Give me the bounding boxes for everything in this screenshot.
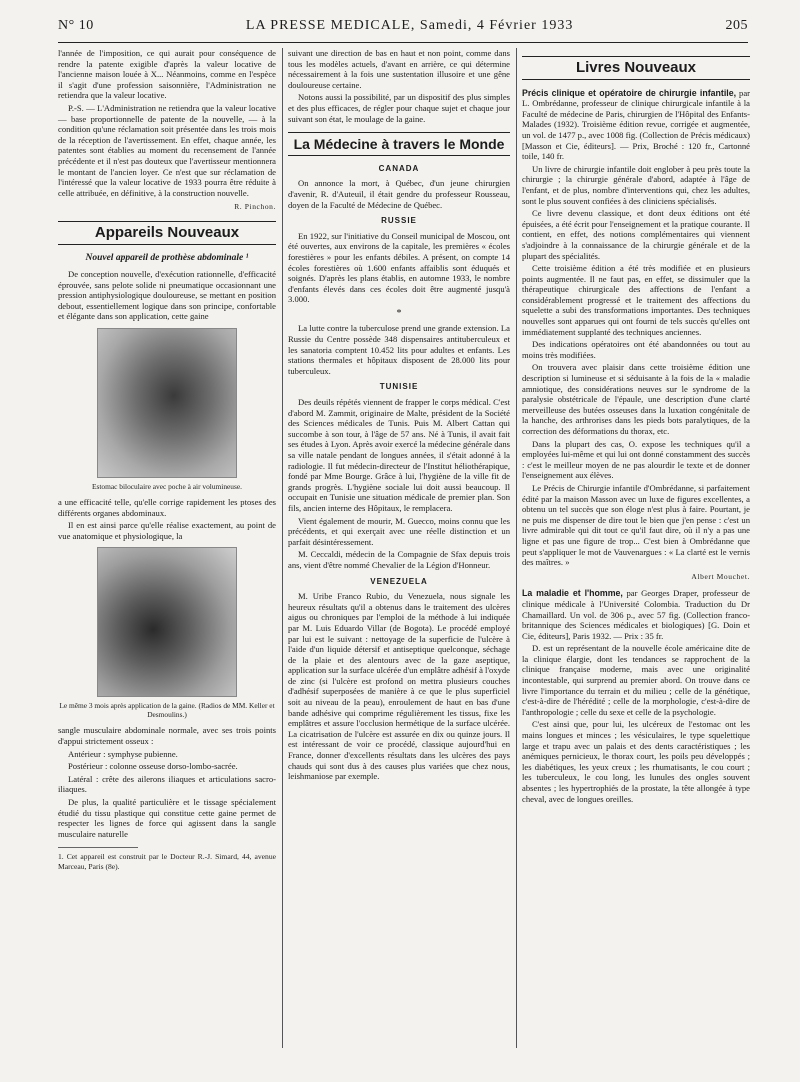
list-item: Antérieur : symphyse pubienne. xyxy=(68,748,178,759)
paragraph: Cette troisième édition a été très modifiée et en plusieurs points augmentée. Il ne faut pas, en effet, se dissimuler que la thérapeutique chirurgicale des affections de l'enfant a considérablement progressé et le traitement des affections du squelette a subi des transformations importantes. Des techniques nouvelles sont apparues qui ont fourni de tels succès qu'elles ont immédiatement supplanté des techniques anciennes. xyxy=(522,263,750,337)
column-left xyxy=(58,48,276,1068)
paragraph-ps: P.-S. — L'Administration ne retiendra que la valeur locative — base proportionnelle de patente de la nouvelle, — à la condition qu'une réclamation soit présentée dans les trois mois de la réception de l'avertissement. En effet, chaque année, les patentes sont établies au moment du recensement de l'année précédente et il n'est pas douteux que l'avertisseur mentionnera le montant de l'ancien loyer. Ce n'est que sur réclamation de l'intéressé que la valeur locative de 1933 pourra être réduite à celle attribuée, en définitive, à la construction nouvelle. xyxy=(58,102,276,198)
paragraph: l'année de l'imposition, ce qui aurait pour conséquence de rendre la patente exigible d'après la valeur locative de l'ancienne maison louée à X... Néanmoins, comme en l'espèce il s'agit d'une profession saisonnière, l'Administration ne retiendra que la valeur locative. xyxy=(58,48,276,101)
radiograph-image xyxy=(97,547,237,697)
paragraph: Des indications opératoires ont été abandonnées ou tout au moins très modifiées. xyxy=(522,339,750,360)
footnote: 1. Cet appareil est construit par le Docteur R.-J. Simard, 44, avenue Marceau, Paris (8e). xyxy=(58,852,276,871)
paragraph: Vient également de mourir, M. Guecco, moins connu que les précédents, et qui exerçait avec une réelle distinction et un parfait désintéressement. xyxy=(288,515,510,547)
section-title-medecine: La Médecine à travers le Monde xyxy=(288,132,510,156)
country-heading: CANADA xyxy=(378,163,420,173)
separator: * xyxy=(396,307,402,319)
paragraph: Dans la plupart des cas, O. expose les techniques qu'il a employées lui-même et qui lui ont donné constamment des succès : c'est le meilleur moyen de ne pas alourdir le texte et de donner l'enseignement aux élèves. xyxy=(522,438,750,481)
paragraph: La lutte contre la tuberculose prend une grande extension. La Russie du Centre possède 348 dispensaires antituberculeux et les sanatoria comptent 10.452 lits pour adultes et enfants. Les stations thermales et hôpitaux disposent de 28.000 lits pour tuberculeux. xyxy=(288,323,510,376)
journal-title: LA PRESSE MEDICALE, Samedi, 4 Février 1933 xyxy=(245,18,574,33)
list-item: Postérieur : colonne osseuse dorso-lombo-sacrée. xyxy=(68,761,238,772)
list-item: Latéral : crête des ailerons iliaques et articulations sacro-iliaques. xyxy=(58,773,276,795)
column-right xyxy=(522,48,750,1068)
country-heading: TUNISIE xyxy=(379,382,419,392)
page-number: 205 xyxy=(725,18,748,33)
paragraph: M. Uribe Franco Rubio, du Venezuela, nous signale les heureux résultats qu'il a obtenus dans le traitement des ulcères aigus ou chroniques par l'emploi de la méthode à lui indiquée par M. Luis Eduardo Villar (de Bogota). Le procédé employé par lui est le suivant : nettoyage de la superficie de l'ulcère à l'aide d'un liquide détersif et antiseptique quelconque, séchage de la plaie et des alentours avec de la gaze aseptique, application sur la surface ulcérée d'un emplâtre adhésif à l'oxyde de zinc (si l'ulcère est profond on mettra plusieurs couches d'adhésif superposées de manière à ce que le plus superficiel soit au niveau de la peau), enroulement de haut en bas d'une bande adhésive qui comprime régulièrement les tissus, fixe les emplâtres et assure l'occlusion hermétique de la surface ulcérée. La cicatrisation de l'ulcère est assurée en dix ou quinze jours. Il est intéressant de voir ce procédé, classique aujourd'hui en France, donner d'excellents résultats dans les ulcères des pays chauds qui sont dus à des causes plus variées que chez nous, leishmaniose par exemple. xyxy=(288,591,510,782)
issue-number: N° 10 xyxy=(58,18,94,33)
paragraph: a une efficacité telle, qu'elle corrige rapidement les ptoses des différents organes abdominaux. xyxy=(58,497,276,518)
book-reference: par Georges Draper, professeur de clinique médicale à l'Université Colombia. Traduction du Dr Chamaillard. Un vol. de 306 p., avec 57 fig. (Collection franco-britannique des Sciences médicales et biologiques) [G. Doin et Cie, éditeurs], Paris 1932. — Prix : 35 fr. xyxy=(522,588,750,641)
image-caption: Estomac biloculaire avec poche à air volumineuse. xyxy=(91,482,242,492)
book-entry xyxy=(522,88,750,162)
book-reference: par L. Ombrédanne, professeur de clinique chirurgicale infantile à la Faculté de médecine de Paris, chirurgien de l'Hôpital des Enfants-Malades (1932). Troisième édition revue, corrigée et augmentée, un vol. de 1477 p., avec 1008 fig. (Collection de Précis médicaux) [Masson et Cie, éditeurs]. — Prix, Broché : 120 fr., Cartonné toile, 140 fr. xyxy=(522,87,750,162)
paragraph: M. Ceccaldi, médecin de la Compagnie de Sfax depuis trois ans, vient d'être nommé Chevalier de la Légion d'Honneur. xyxy=(288,549,510,570)
signature: Albert Mouchet. xyxy=(691,571,750,581)
paragraph: Notons aussi la possibilité, par un dispositif des plus simples et des plus efficaces, de régler pour chaque sujet et chaque jour suivant son état, le moulage de la gaine. xyxy=(288,92,510,124)
book-title: La maladie et l'homme, xyxy=(522,588,623,599)
paragraph: Le Précis de Chirurgie infantile d'Ombrédanne, si parfaitement édité par la maison Masson avec un luxe de figures excellentes, a obtenu un tel succès que son éloge n'est plus à faire. Pourtant, je ne puis me dispenser de dire tout le bien que j'en pense : c'est un livre admirable qui dit tout ce qu'il faut dire, où il n'y a pas une ligne et pas une figure de trop... C'est bien à Ombrédanne que peut s'appliquer le mot de Vauvenargues : « La clarté est le vernis des maîtres. » xyxy=(522,482,750,568)
paragraph: D. est un représentant de la nouvelle école américaine dite de la clinique élargie, dont les tendances se rapprochent de la clinique française moderne, mais avec une originalité incontestable, qui surprend au premier abord. On trouve dans ce livre l'importance du terrain et du milieu ; celle de la génétique, c'est-à-dire de l'hérédité ; celle de la morphologie, c'est-à-dire de l'anthropologie ; celle du sexe et celle de la psychologie. xyxy=(522,643,750,717)
paragraph: On trouvera avec plaisir dans cette troisième édition une description si lumineuse et si séduisante à la fois de la « maladie amniotique, des considérations neuves sur le syndrome de la paralysie obstétricale de l'épaule, une description d'une clarté merveilleuse des butées osseuses dans la luxation congénitale de la hanche, des arthrorises dans les pieds bots paralytiques, de la correction des déformations du thorax, etc. xyxy=(522,362,750,436)
article-subtitle: Nouvel appareil de prothèse abdominale ¹ xyxy=(85,252,249,263)
paragraph: En 1922, sur l'initiative du Conseil municipal de Moscou, ont été ouvertes, aux environs de la capitale, les premières « écoles forestières » pour les enfants débiles. A présent, on compte 14 écoles forestières où 1.600 enfants affaiblis sont éduqués et soignés. D'après les plans établis, en automne 1933, le nombre d'enfants élevés dans ces écoles doit être augmenté jusqu'à 3.000. xyxy=(288,230,510,305)
paragraph: Il en est ainsi parce qu'elle réalise exactement, au point de vue anatomique et physiologique, la xyxy=(58,520,276,541)
country-heading: RUSSIE xyxy=(381,216,417,226)
radiograph-image xyxy=(97,328,237,478)
paragraph: Un livre de chirurgie infantile doit englober à peu près toute la chirurgie ; la chirurgie générale d'abord, adaptée à l'âge de l'enfant, et de plus, nombre d'interventions qui, chez les adultes, sont le plus souvent confiées à des cliniciens spécialisés. xyxy=(522,163,750,206)
paragraph: Ce livre devenu classique, et dont deux éditions ont été épuisées, a été écrit pour l'enseignement et la pratique courante. Il contient, en effet, des notions complémentaires qui viennent s'adjoindre à la connaissance de la chirurgie générale et de la plupart des spécialités. xyxy=(522,208,750,261)
section-title-livres: Livres Nouveaux xyxy=(522,56,750,80)
page-header xyxy=(58,18,748,40)
signature: R. Pinchon. xyxy=(234,202,276,212)
section-title-appareils: Appareils Nouveaux xyxy=(58,221,276,245)
paragraph: De conception nouvelle, d'exécution rationnelle, d'efficacité éprouvée, sans pelote solide ni pneumatique occasionnant une pression antiphysiologique douloureuse, se mettant en position debout, essentiellement logique dans son principe, confortable et élégante dans son application, cette gaine xyxy=(58,269,276,322)
header-rule xyxy=(58,42,748,43)
paragraph: C'est ainsi que, pour lui, les ulcéreux de l'estomac ont les mains longues et minces ; les vésiculaires, le type squelettique large et trapu avec un palais et des dents caractéristiques ; les anémiques pernicieux, le thorax court, les poils peu développés ; les diabétiques, les yeux creux ; les rhumatisants, le cou court ; les tuberculeux, le cou long, les lunules des ongles souvent absentes ; les hypertrophiés de la prostate, la tête allongée à type cheval, avec de longues oreilles. xyxy=(522,719,750,804)
paragraph: Des deuils répétés viennent de frapper le corps médical. C'est d'abord M. Zammit, originaire de Malte, président de la Société des Sciences médicales de Tunis. Puis M. Albert Cattan qui succombe à son tour, à l'âge de 57 ans. Né à Tunis, il avait fait ses études à Lyon. Après avoir exercé la médecine générale dans sa ville natale pendant de longues années, il s'était adonné à la radiologie. Il fut médecin-directeur de l'Institut héliothérapique, fondé par Mme Bourge. Grâce à lui, l'hygiène de la ville fit de grands progrès. L'hygiène sociale lui doit aussi beaucoup. Il occupait en Tunisie une situation médicale de premier plan. Son fils, ancien interne des Hôpitaux, le remplacera. xyxy=(288,397,510,513)
paragraph: suivant une direction de bas en haut et non point, comme dans tous les modèles actuels, d'avant en arrière, ce qui détermine nécessairement à la fois une sustentation illusoire et une gêne douloureuse certaine. xyxy=(288,48,510,90)
paragraph: sangle musculaire abdominale normale, avec ses trois points d'appui strictement osseux : xyxy=(58,725,276,747)
book-entry xyxy=(522,588,750,641)
paragraph: On annonce la mort, à Québec, d'un jeune chirurgien d'avenir, R. d'Auteuil, il était gendre du professeur Rousseau, doyen de la Faculté de Médecine de Québec. xyxy=(288,178,510,210)
country-heading: VENEZUELA xyxy=(370,576,428,586)
paragraph: De plus, la qualité particulière et le tissage spécialement étudié du tissu plastique qui constitue cette gaine permet de respecter les lignes de force qui agissent dans la sangle musculaire naturelle xyxy=(58,797,276,839)
column-divider xyxy=(516,48,517,1048)
column-divider xyxy=(282,48,283,1048)
book-title: Précis clinique et opératoire de chirurgie infantile, xyxy=(522,87,737,98)
image-caption: Le même 3 mois après application de la gaine. (Radios de MM. Keller et Desmoulins.) xyxy=(59,701,275,720)
column-middle xyxy=(288,48,510,1068)
